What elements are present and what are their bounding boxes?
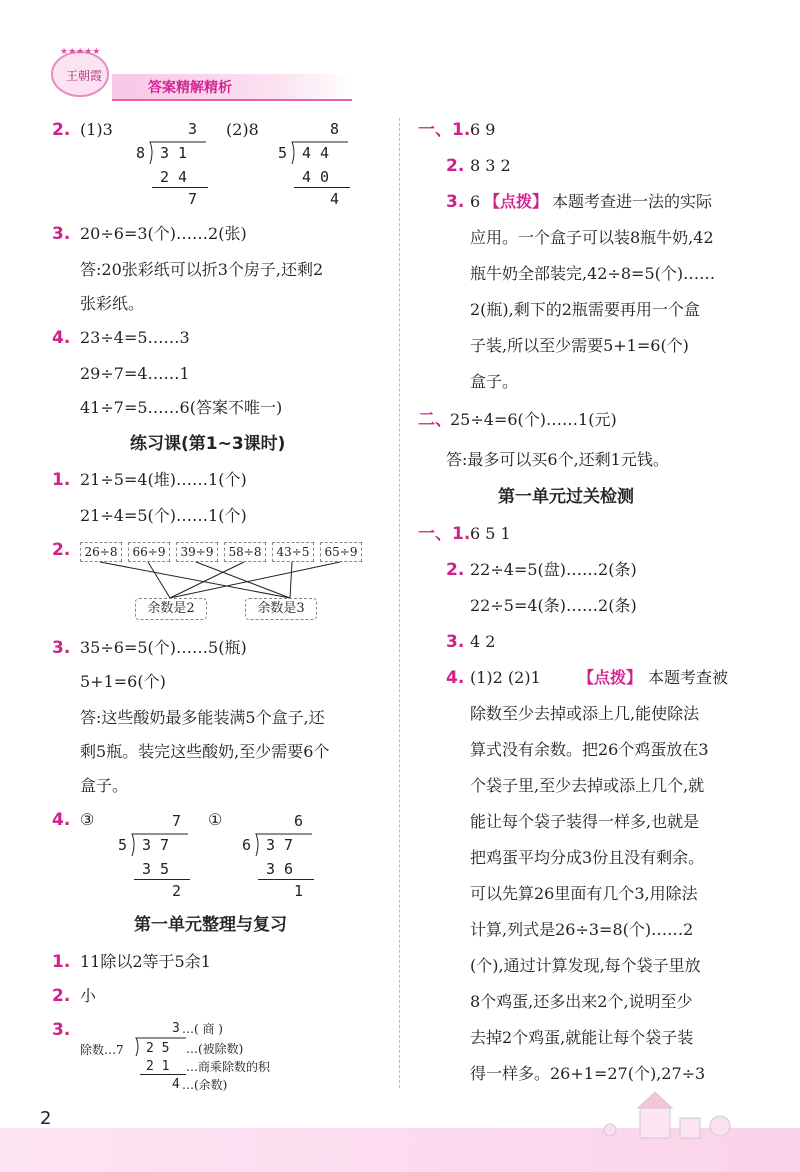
quotient: 8 bbox=[330, 120, 340, 138]
s3-line-4: 2(瓶),剩下的2瓶需要再用一个盒 bbox=[470, 300, 700, 319]
expr-box-5: 43÷5 bbox=[272, 542, 314, 562]
product: 2 1 bbox=[146, 1059, 170, 1074]
p1-number: 1. bbox=[52, 470, 71, 490]
s3-line-3: 瓶牛奶全部装完,42÷8=5(个)…… bbox=[470, 264, 716, 283]
matching-lines bbox=[80, 560, 370, 600]
q2-part-b: (2)8 bbox=[226, 120, 259, 139]
t4-line-9: (个),通过计算发现,每个袋子里放 bbox=[470, 956, 701, 975]
svg-text:★★★★★: ★★★★★ bbox=[60, 47, 101, 57]
p3-line-1: 35÷6=5(个)……5(瓶) bbox=[80, 638, 247, 657]
t4-line-2: 除数至少去掉或添上几,能使除法 bbox=[470, 704, 700, 723]
quotient: 3 bbox=[172, 1021, 180, 1036]
t4-line-11: 去掉2个鸡蛋,就能让每个袋子装 bbox=[470, 1028, 694, 1047]
divisor: 8 bbox=[136, 144, 146, 162]
t3-number: 3. bbox=[446, 632, 465, 652]
header-line bbox=[112, 99, 352, 101]
remainder-2-label: 余数是2 bbox=[135, 598, 207, 620]
product-label: …商乘除数的积 bbox=[186, 1060, 271, 1074]
s1-number: 一、1. bbox=[418, 120, 471, 140]
dividend: 4 4 bbox=[302, 144, 330, 162]
dividend: 3 7 bbox=[266, 836, 294, 854]
s4-line-2: 答:最多可以买6个,还剩1元钱。 bbox=[446, 450, 669, 469]
t4-answer: (1)2 (2)1 bbox=[470, 668, 541, 687]
p3-number: 3. bbox=[52, 638, 71, 658]
s3-line-6: 盒子。 bbox=[470, 372, 519, 391]
s4-line-1: 25÷4=6(个)……1(元) bbox=[450, 410, 617, 429]
t2-number: 2. bbox=[446, 560, 465, 580]
p3-line-2: 5+1=6(个) bbox=[80, 672, 166, 691]
t4-line-3: 算式没有余数。把26个鸡蛋放在3 bbox=[470, 740, 709, 759]
t3-answer: 4 2 bbox=[470, 632, 496, 651]
t4-line-10: 8个鸡蛋,还多出来2个,说明至少 bbox=[470, 992, 693, 1011]
dividend: 3 7 bbox=[142, 836, 170, 854]
dividend: 3 1 bbox=[160, 144, 188, 162]
q2-number: 2. bbox=[52, 120, 71, 140]
p3-line-3: 答:这些酸奶最多能装满5个盒子,还 bbox=[80, 708, 325, 727]
expr-box-4: 58÷8 bbox=[224, 542, 266, 562]
remainder: 7 bbox=[188, 190, 198, 208]
product: 3 5 bbox=[142, 860, 170, 878]
s4-number: 二、 bbox=[418, 410, 452, 430]
s2-answer: 8 3 2 bbox=[470, 156, 511, 175]
p4-number: 4. bbox=[52, 810, 71, 830]
remainder-3-label: 余数是3 bbox=[245, 598, 317, 620]
section-title-review: 第一单元整理与复习 bbox=[134, 915, 287, 935]
q4-line-2: 29÷7=4……1 bbox=[80, 364, 190, 383]
remainder-label: …(余数) bbox=[182, 1078, 228, 1092]
divisor: 5 bbox=[118, 836, 128, 854]
s3-number: 3. bbox=[446, 192, 465, 212]
t4-line-7: 可以先算26里面有几个3,用除法 bbox=[470, 884, 698, 903]
quotient: 3 bbox=[188, 120, 198, 138]
q4-line-1: 23÷4=5……3 bbox=[80, 328, 190, 347]
expr-box-3: 39÷9 bbox=[176, 542, 218, 562]
remainder: 2 bbox=[172, 882, 182, 900]
r2-answer: 小 bbox=[80, 986, 97, 1005]
section-title-practice: 练习课(第1~3课时) bbox=[130, 434, 286, 454]
page-number: 2 bbox=[40, 1108, 52, 1129]
t4-hint-tag: 【点拨】 bbox=[578, 668, 643, 687]
remainder: 4 bbox=[172, 1077, 180, 1092]
s3-answer: 6 bbox=[470, 192, 481, 211]
t4-line-6: 把鸡蛋平均分成3份且没有剩余。 bbox=[470, 848, 705, 867]
t4-line-8: 计算,列式是26÷3=8(个)……2 bbox=[470, 920, 694, 939]
divisor: 6 bbox=[242, 836, 252, 854]
castle-illustration bbox=[560, 1090, 760, 1140]
divisor: 5 bbox=[278, 144, 288, 162]
r1-number: 1. bbox=[52, 952, 71, 972]
q2-part-a: (1)3 bbox=[80, 120, 113, 139]
p4-mark-1: ③ bbox=[80, 810, 95, 829]
t4-number: 4. bbox=[446, 668, 465, 688]
dividend-label: …(被除数) bbox=[186, 1042, 244, 1056]
q3-number: 3. bbox=[52, 224, 71, 244]
r3-number: 3. bbox=[52, 1020, 71, 1040]
remainder: 4 bbox=[330, 190, 340, 208]
column-divider bbox=[399, 118, 400, 1088]
p2-number: 2. bbox=[52, 540, 71, 560]
remainder: 1 bbox=[294, 882, 304, 900]
p3-line-5: 盒子。 bbox=[80, 776, 129, 795]
t4-line-1: 本题考查被 bbox=[648, 668, 729, 687]
s2-number: 2. bbox=[446, 156, 465, 176]
quotient-label: …( 商 ) bbox=[182, 1022, 223, 1036]
s3-line-5: 子装,所以至少需要5+1=6(个) bbox=[470, 336, 689, 355]
product: 3 6 bbox=[266, 860, 294, 878]
product: 2 4 bbox=[160, 168, 188, 186]
p3-line-4: 剩5瓶。装完这些酸奶,至少需要6个 bbox=[80, 742, 330, 761]
quotient: 6 bbox=[294, 812, 304, 830]
p4-mark-2: ① bbox=[208, 810, 223, 829]
t2-line-2: 22÷5=4(条)……2(条) bbox=[470, 596, 637, 615]
t1-number: 一、1. bbox=[418, 524, 471, 544]
r2-number: 2. bbox=[52, 986, 71, 1006]
section-title-unit-test: 第一单元过关检测 bbox=[498, 487, 634, 507]
header-title: 答案精解精析 bbox=[148, 80, 232, 96]
product: 4 0 bbox=[302, 168, 330, 186]
t4-line-4: 个袋子里,至少去掉或添上几个,就 bbox=[470, 776, 705, 795]
s3-line-2: 应用。一个盒子可以装8瓶牛奶,42 bbox=[470, 228, 714, 247]
expr-box-1: 26÷8 bbox=[80, 542, 122, 562]
r1-answer: 11除以2等于5余1 bbox=[80, 952, 211, 971]
q4-line-3: 41÷7=5……6(答案不唯一) bbox=[80, 398, 283, 417]
q3-line-3: 张彩纸。 bbox=[80, 294, 145, 313]
quotient: 7 bbox=[172, 812, 182, 830]
divisor-label: 除数…7 bbox=[80, 1043, 124, 1057]
q3-line-2: 答:20张彩纸可以折3个房子,还剩2 bbox=[80, 260, 324, 279]
s3-line-1: 本题考查进一法的实际 bbox=[552, 192, 713, 211]
t1-answer: 6 5 1 bbox=[470, 524, 511, 543]
t2-line-1: 22÷4=5(盘)……2(条) bbox=[470, 560, 637, 579]
s1-answer: 6 9 bbox=[470, 120, 496, 139]
t4-line-12: 得一样多。26+1=27(个),27÷3 bbox=[470, 1064, 706, 1083]
p1-line-2: 21÷4=5(个)……1(个) bbox=[80, 506, 247, 525]
expr-box-2: 66÷9 bbox=[128, 542, 170, 562]
q3-line-1: 20÷6=3(个)……2(张) bbox=[80, 224, 247, 243]
s3-hint-tag: 【点拨】 bbox=[484, 192, 549, 211]
t4-line-5: 能让每个袋子装得一样多,也就是 bbox=[470, 812, 700, 831]
q4-number: 4. bbox=[52, 328, 71, 348]
dividend: 2 5 bbox=[146, 1041, 170, 1056]
p1-line-1: 21÷5=4(堆)……1(个) bbox=[80, 470, 247, 489]
svg-text:王朝霞: 王朝霞 bbox=[66, 69, 103, 83]
expr-box-6: 65÷9 bbox=[320, 542, 362, 562]
